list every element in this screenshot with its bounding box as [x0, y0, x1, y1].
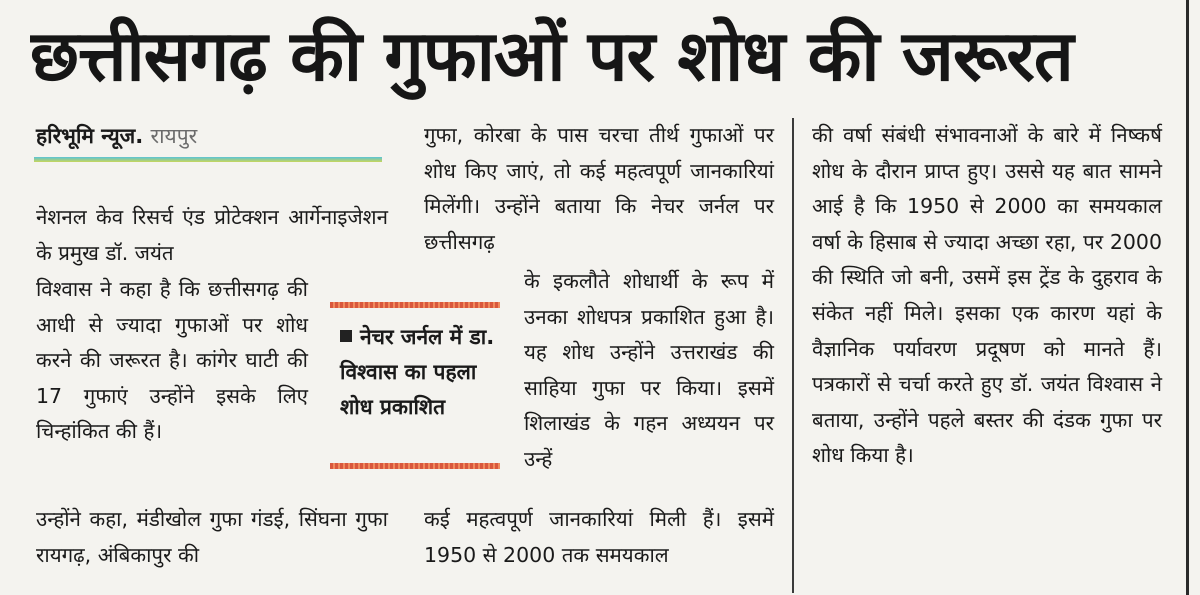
column-2-bottom	[424, 502, 774, 573]
headline: छत्तीसगढ़ की गुफाओं पर शोध की जरूरत	[30, 15, 1073, 97]
page-edge-rule	[1186, 0, 1189, 595]
column-2-middle	[524, 264, 774, 478]
column-1-bottom	[36, 502, 388, 573]
paragraph: गुफा, कोरबा के पास चरचा तीर्थ गुफाओं पर शोध किए जाएं, तो कई महत्वपूर्ण जानकारियां मिलेंगी। उन्होंने बताया कि नेचर जर्नल पर छत्तीसगढ़	[424, 123, 774, 254]
paragraph: नेशनल केव रिसर्च एंड प्रोटेक्शन आर्गेनाइजेशन के प्रमुख डॉ. जयंत	[36, 205, 388, 265]
byline-source: हरिभूमि न्यूज.	[36, 124, 144, 148]
paragraph: की वर्षा संबंधी संभावनाओं के बारे में निष्कर्ष शोध के दौरान प्राप्त हुए। उससे यह बात सामने आई है कि 1950 से 2000 का समयकाल वर्षा के हिसाब से ज्यादा अच्छा रहा, पर 2000 की स्थिति जो बनी, उसमें इस ट्रेंड के दुहराव के संकेत नहीं मिले। इसका एक कारण यहां के वैज्ञानिक पर्यावरण प्रदूषण को मानते हैं। पत्रकारों से चर्चा करते हुए डॉ. जयंत विश्वास ने बताया, उन्होंने पहले बस्तर की दंडक गुफा पर शोध किया है।	[812, 123, 1162, 468]
byline	[36, 122, 197, 150]
column-3	[812, 118, 1162, 474]
pullquote	[340, 320, 508, 425]
paragraph: विश्वास ने कहा है कि छत्तीसगढ़ की आधी से ज्यादा गुफाओं पर शोध करने की जरूरत है। कांगेर घाटी की 17 गुफाएं उन्होंने इसके लिए चिन्हांकित की हैं।	[36, 277, 308, 444]
byline-underline	[34, 157, 382, 162]
column-divider	[792, 118, 794, 593]
paragraph: उन्होंने कहा, मंडीखोल गुफा गंडई, सिंघना गुफा रायगढ़, अंबिकापुर की	[36, 507, 388, 567]
column-2-top	[424, 118, 774, 260]
column-1-middle	[36, 272, 308, 450]
byline-city: रायपुर	[150, 124, 198, 148]
column-1-top	[36, 200, 388, 271]
pullquote-rule-bottom	[330, 463, 500, 469]
paragraph: के इकलौते शोधार्थी के रूप में उनका शोधपत्र प्रकाशित हुआ है। यह शोध उन्होंने उत्तराखंड की साहिया गुफा पर किया। इसमें शिलाखंड के गहन अध्ययन पर उन्हें	[524, 269, 774, 471]
pullquote-rule-top	[330, 302, 500, 308]
paragraph: कई महत्वपूर्ण जानकारियां मिली हैं। इसमें 1950 से 2000 तक समयकाल	[424, 507, 774, 567]
pullquote-text: नेचर जर्नल में डा. विश्वास का पहला शोध प्रकाशित	[340, 325, 495, 419]
bullet-square-icon	[340, 330, 352, 342]
